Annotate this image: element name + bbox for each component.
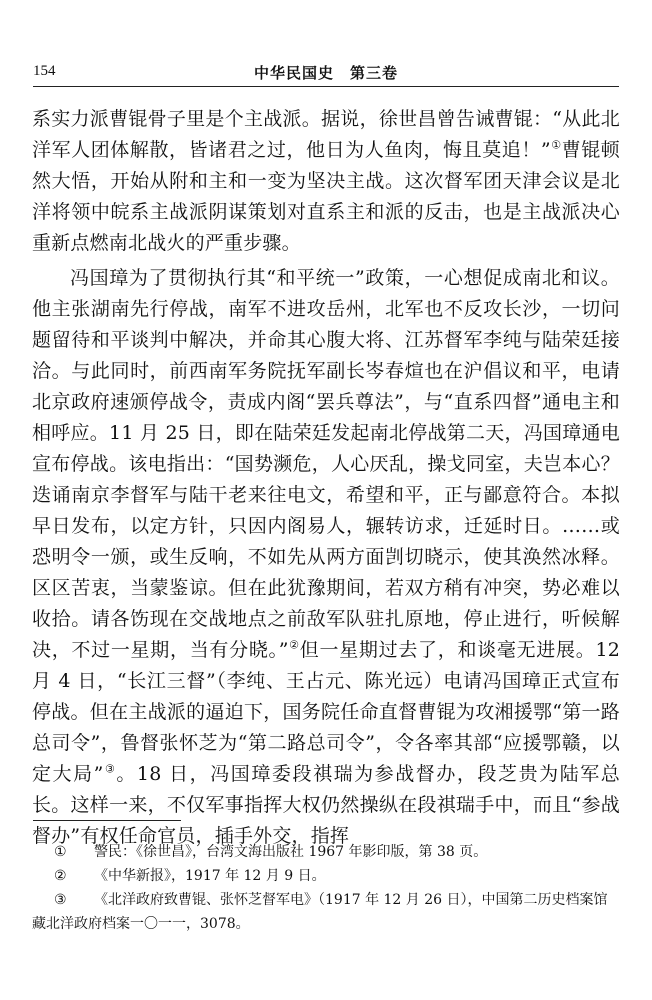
footnotes [32,840,620,936]
paragraph-text: 但一星期过去了，和谈毫无进展。12 月 4 日，“长江三督”（李纯、王占元、陈光远）电请冯国璋正式宣布停战。但在主战派的逼迫下，国务院任命直督曹锟为攻湘援鄂“第一路总司令”，鲁督张怀芝为“第二路总司令”，令各率其部“应援鄂赣，以定大局” [32,639,621,785]
page-header [33,60,619,87]
footnote-mark: ② [54,868,67,884]
footnote-divider [33,820,181,821]
paragraph-text: 冯国璋为了贯彻执行其“和平统一”政策，一心想促成南北和议。他主张湖南先行停战，南军不进攻岳州，北军也不反攻长沙，一切问题留待和平谈判中解决，并命其心腹大将、江苏督军李纯与陆荣廷接洽。与此同时，前西南军务院抚军副长岑春煊也在沪倡议和平，电请北京政府速颁停战令，责成内阁“罢兵尊法”，与“直系四督”通电主和相呼应。11 月 25 日，即在陆荣廷发起南北停战第二天，冯国璋通电宣布停战。该电指出：“国势濒危，人心厌乱，操戈同室，夫岂本心？迭诵南京李督军与陆干老来往电文，希望和平，正与鄙意符合。本拟早日发布，以定方针，只因内阁易人，辗转访求，迁延时日。……或恐明令一颁，或生反响，不如先从两方面剀切晓示，使其涣然冰释。区区苦衷，当蒙鉴谅。但在此犹豫期间，若双方稍有冲突，势必难以收拾。请各饬现在交战地点之前敌军队驻扎原地，停止进行，听候解决，不过一星期，当有分晓。” [32,267,620,661]
footnote-text: 《中华新报》，1917 年 12 月 9 日。 [94,868,326,884]
footnote [32,840,620,864]
footnote-text: 警民：《徐世昌》，台湾文海出版社 1967 年影印版，第 38 页。 [94,844,488,860]
running-title: 中华民国史 第三卷 [253,64,398,82]
paragraph [32,104,620,259]
footnote [32,864,620,888]
footnote [32,888,620,936]
footnote-reference: ② [288,638,300,652]
page-number: 154 [33,63,56,79]
main-text [32,104,620,856]
paragraph-text: 。18 日，冯国璋委段祺瑞为参战督办，段芝贵为陆军总长。这样一来，不仅军事指挥大权仍然操纵在段祺瑞手中，而且“参战督办”有权任命官员，插手外交，指挥 [32,763,621,847]
paragraph [32,263,620,852]
footnote-reference: ③ [103,762,117,776]
footnote-text: 《北洋政府致曹锟、张怀芝督军电》（1917 年 12 月 26 日），中国第二历史档案馆藏北洋政府档案一〇一一，3078。 [32,892,608,932]
footnote-reference: ① [550,138,562,152]
paragraph-text: 系实力派曹锟骨子里是个主战派。据说，徐世昌曾告诫曹锟：“从此北洋军人团体解散，皆诸君之过，他日为人鱼肉，悔且莫追！” [32,108,620,161]
paragraph-text: 曹锟顿然大悟，开始从附和主和一变为坚决主战。这次督军团天津会议是北洋将领中皖系主战派阴谋策划对直系主和派的反击，也是主战派决心重新点燃南北战火的严重步骤。 [32,139,620,254]
footnote-mark: ③ [54,892,67,908]
footnote-mark: ① [54,844,67,860]
